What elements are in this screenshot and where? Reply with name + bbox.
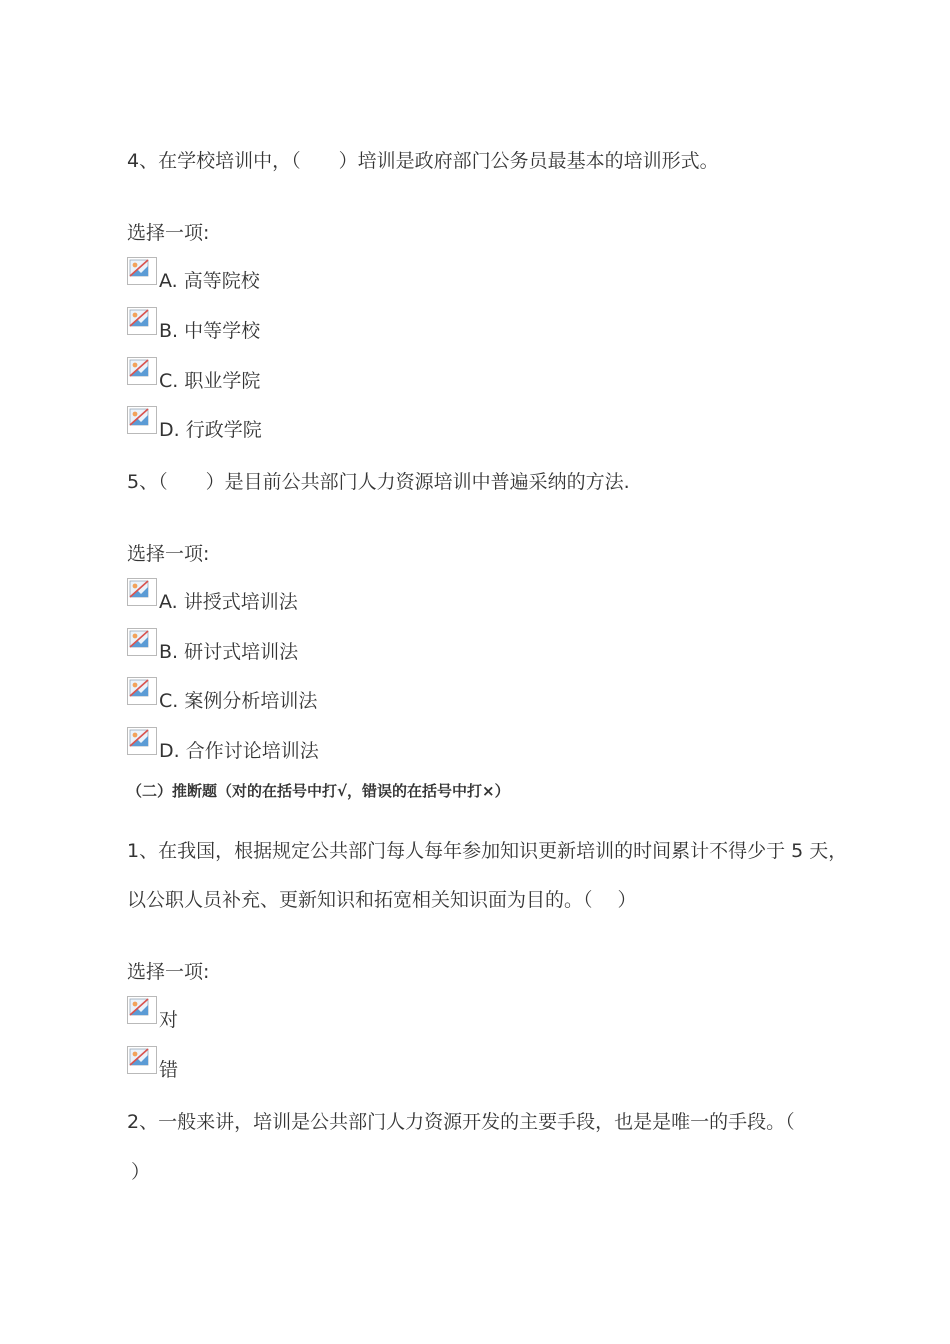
broken-image-icon xyxy=(127,257,157,285)
tf-2-prompt-line-2: ） xyxy=(131,1161,151,1183)
q4-option-c[interactable] xyxy=(127,357,261,392)
q4-option-b[interactable] xyxy=(127,307,261,342)
question-5-choose-label: 选择一项: xyxy=(127,543,210,565)
broken-image-icon xyxy=(127,357,157,385)
q5-option-a-label: A. 讲授式培训法 xyxy=(159,591,298,613)
broken-image-icon xyxy=(127,727,157,755)
q4-option-a-label: A. 高等院校 xyxy=(159,270,260,292)
tf-1-prompt-line-2: 以公职人员补充、更新知识和拓宽相关知识面为目的。（ ） xyxy=(127,889,637,911)
broken-image-icon xyxy=(127,677,157,705)
tf-1-choose-label: 选择一项: xyxy=(127,961,210,983)
broken-image-icon xyxy=(127,406,157,434)
tf-1-option-true[interactable] xyxy=(127,996,179,1031)
q4-option-d[interactable] xyxy=(127,406,262,441)
broken-image-icon xyxy=(127,307,157,335)
q4-option-b-label: B. 中等学校 xyxy=(159,320,261,342)
q5-option-d-label: D. 合作讨论培训法 xyxy=(159,740,319,762)
broken-image-icon xyxy=(127,578,157,606)
tf-1-option-true-label: 对 xyxy=(159,1009,179,1031)
tf-1-prompt-line-1: 1、在我国，根据规定公共部门每人每年参加知识更新培训的时间累计不得少于 5 天， xyxy=(127,840,848,862)
broken-image-icon xyxy=(127,996,157,1024)
q5-option-a[interactable] xyxy=(127,578,298,613)
question-4-prompt: 4、在学校培训中，（ ）培训是政府部门公务员最基本的培训形式。 xyxy=(127,150,719,172)
q5-option-d[interactable] xyxy=(127,727,319,762)
broken-image-icon xyxy=(127,1046,157,1074)
broken-image-icon xyxy=(127,628,157,656)
q5-option-b-label: B. 研讨式培训法 xyxy=(159,641,299,663)
question-4-choose-label: 选择一项: xyxy=(127,222,210,244)
q4-option-d-label: D. 行政学院 xyxy=(159,419,262,441)
q4-option-c-label: C. 职业学院 xyxy=(159,370,261,392)
q5-option-b[interactable] xyxy=(127,628,299,663)
q5-option-c[interactable] xyxy=(127,677,318,712)
tf-1-option-false[interactable] xyxy=(127,1046,179,1081)
tf-1-option-false-label: 错 xyxy=(159,1059,179,1081)
tf-2-prompt-line-1: 2、一般来讲，培训是公共部门人力资源开发的主要手段，也是是唯一的手段。（ xyxy=(127,1111,795,1133)
section-2-heading: （二）推断题（对的在括号中打√，错误的在括号中打×） xyxy=(127,782,510,800)
question-5-prompt: 5、（ ）是目前公共部门人力资源培训中普遍采纳的方法. xyxy=(127,471,630,493)
q5-option-c-label: C. 案例分析培训法 xyxy=(159,690,318,712)
q4-option-a[interactable] xyxy=(127,257,260,292)
